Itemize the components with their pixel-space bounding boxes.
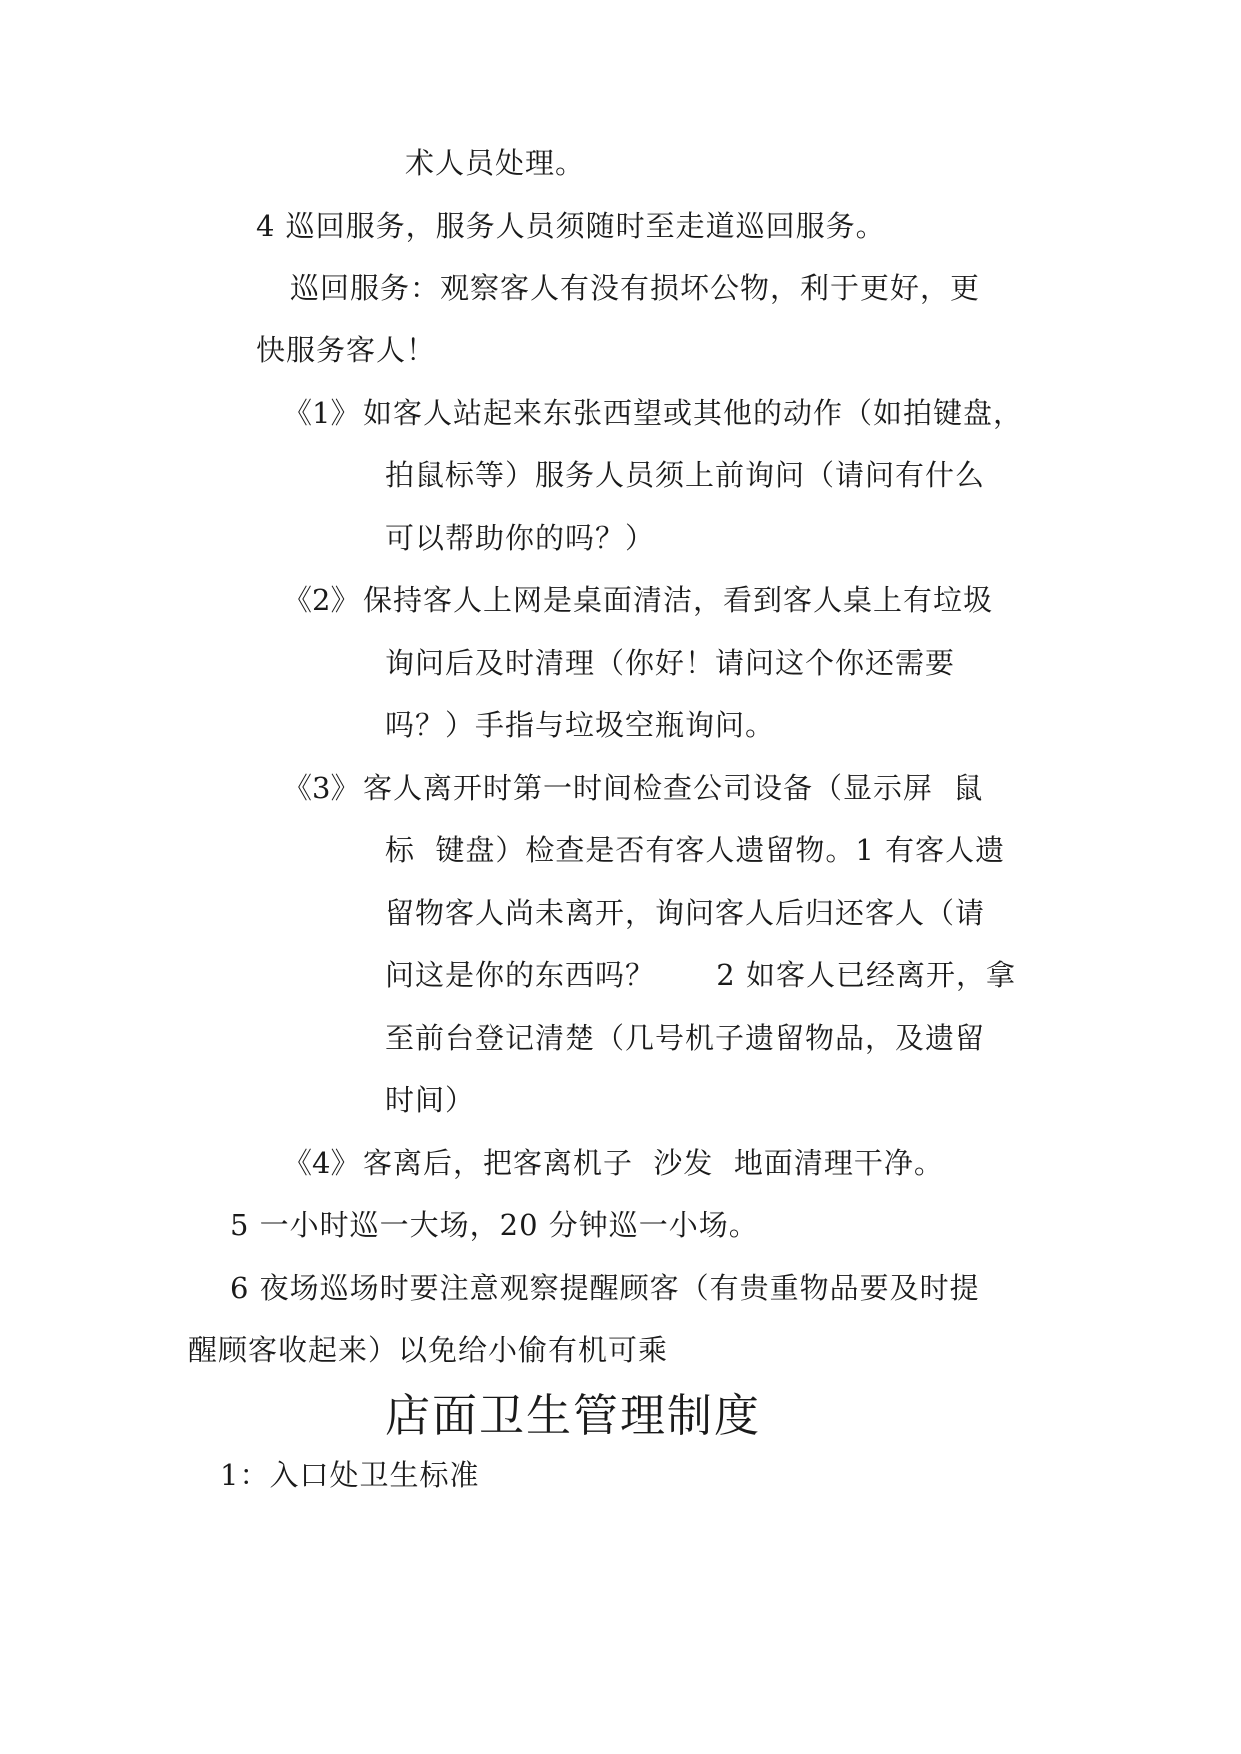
item4-desc-line2: 快服务客人！: [256, 333, 437, 367]
sub3-line6: 时间）: [385, 1083, 476, 1117]
item6-line1: 6 夜场巡场时要注意观察提醒顾客（有贵重物品要及时提: [230, 1271, 980, 1305]
sub3-line1: 客人离开时第一时间检查公司设备（显示屏 鼠: [363, 771, 984, 805]
sub4-line1: 客离后，把客离机子 沙发 地面清理干净。: [363, 1146, 944, 1180]
sub2-marker: 《2》: [283, 583, 360, 617]
sub2-line2: 询问后及时清理（你好！请问这个你还需要: [385, 646, 956, 680]
section-title: 店面卫生管理制度: [385, 1389, 762, 1442]
sub1-line2: 拍鼠标等）服务人员须上前询问（请问有什么: [385, 458, 986, 492]
sub1-line3: 可以帮助你的吗？）: [385, 521, 656, 555]
sub1-line1: 如客人站起来东张西望或其他的动作（如拍键盘，: [363, 396, 1024, 430]
sub3-line2: 标 键盘）检查是否有客人遗留物。1 有客人遗: [385, 833, 1006, 867]
intro-tail-text: 术人员处理。: [405, 146, 586, 180]
sub3-line3: 留物客人尚未离开，询问客人后归还客人（请: [385, 896, 986, 930]
sub4-marker: 《4》: [283, 1146, 360, 1180]
sub3-line5: 至前台登记清楚（几号机子遗留物品，及遗留: [385, 1021, 986, 1055]
sub3-marker: 《3》: [283, 771, 360, 805]
item4-title: 4 巡回服务，服务人员须随时至走道巡回服务。: [256, 209, 886, 243]
section-item1: 1：入口处卫生标准: [220, 1458, 480, 1492]
item5-text: 5 一小时巡一大场，20 分钟巡一小场。: [230, 1208, 759, 1242]
sub1-marker: 《1》: [283, 396, 360, 430]
item4-desc-line1: 巡回服务：观察客人有没有损坏公物，利于更好，更: [290, 271, 981, 305]
sub2-line3: 吗？）手指与垃圾空瓶询问。: [385, 708, 776, 742]
sub2-line1: 保持客人上网是桌面清洁，看到客人桌上有垃圾: [363, 583, 994, 617]
item6-line2: 醒顾客收起来）以免给小偷有机可乘: [188, 1333, 669, 1367]
sub3-line4: 问这是你的东西吗？ 2 如客人已经离开，拿: [385, 958, 1016, 992]
